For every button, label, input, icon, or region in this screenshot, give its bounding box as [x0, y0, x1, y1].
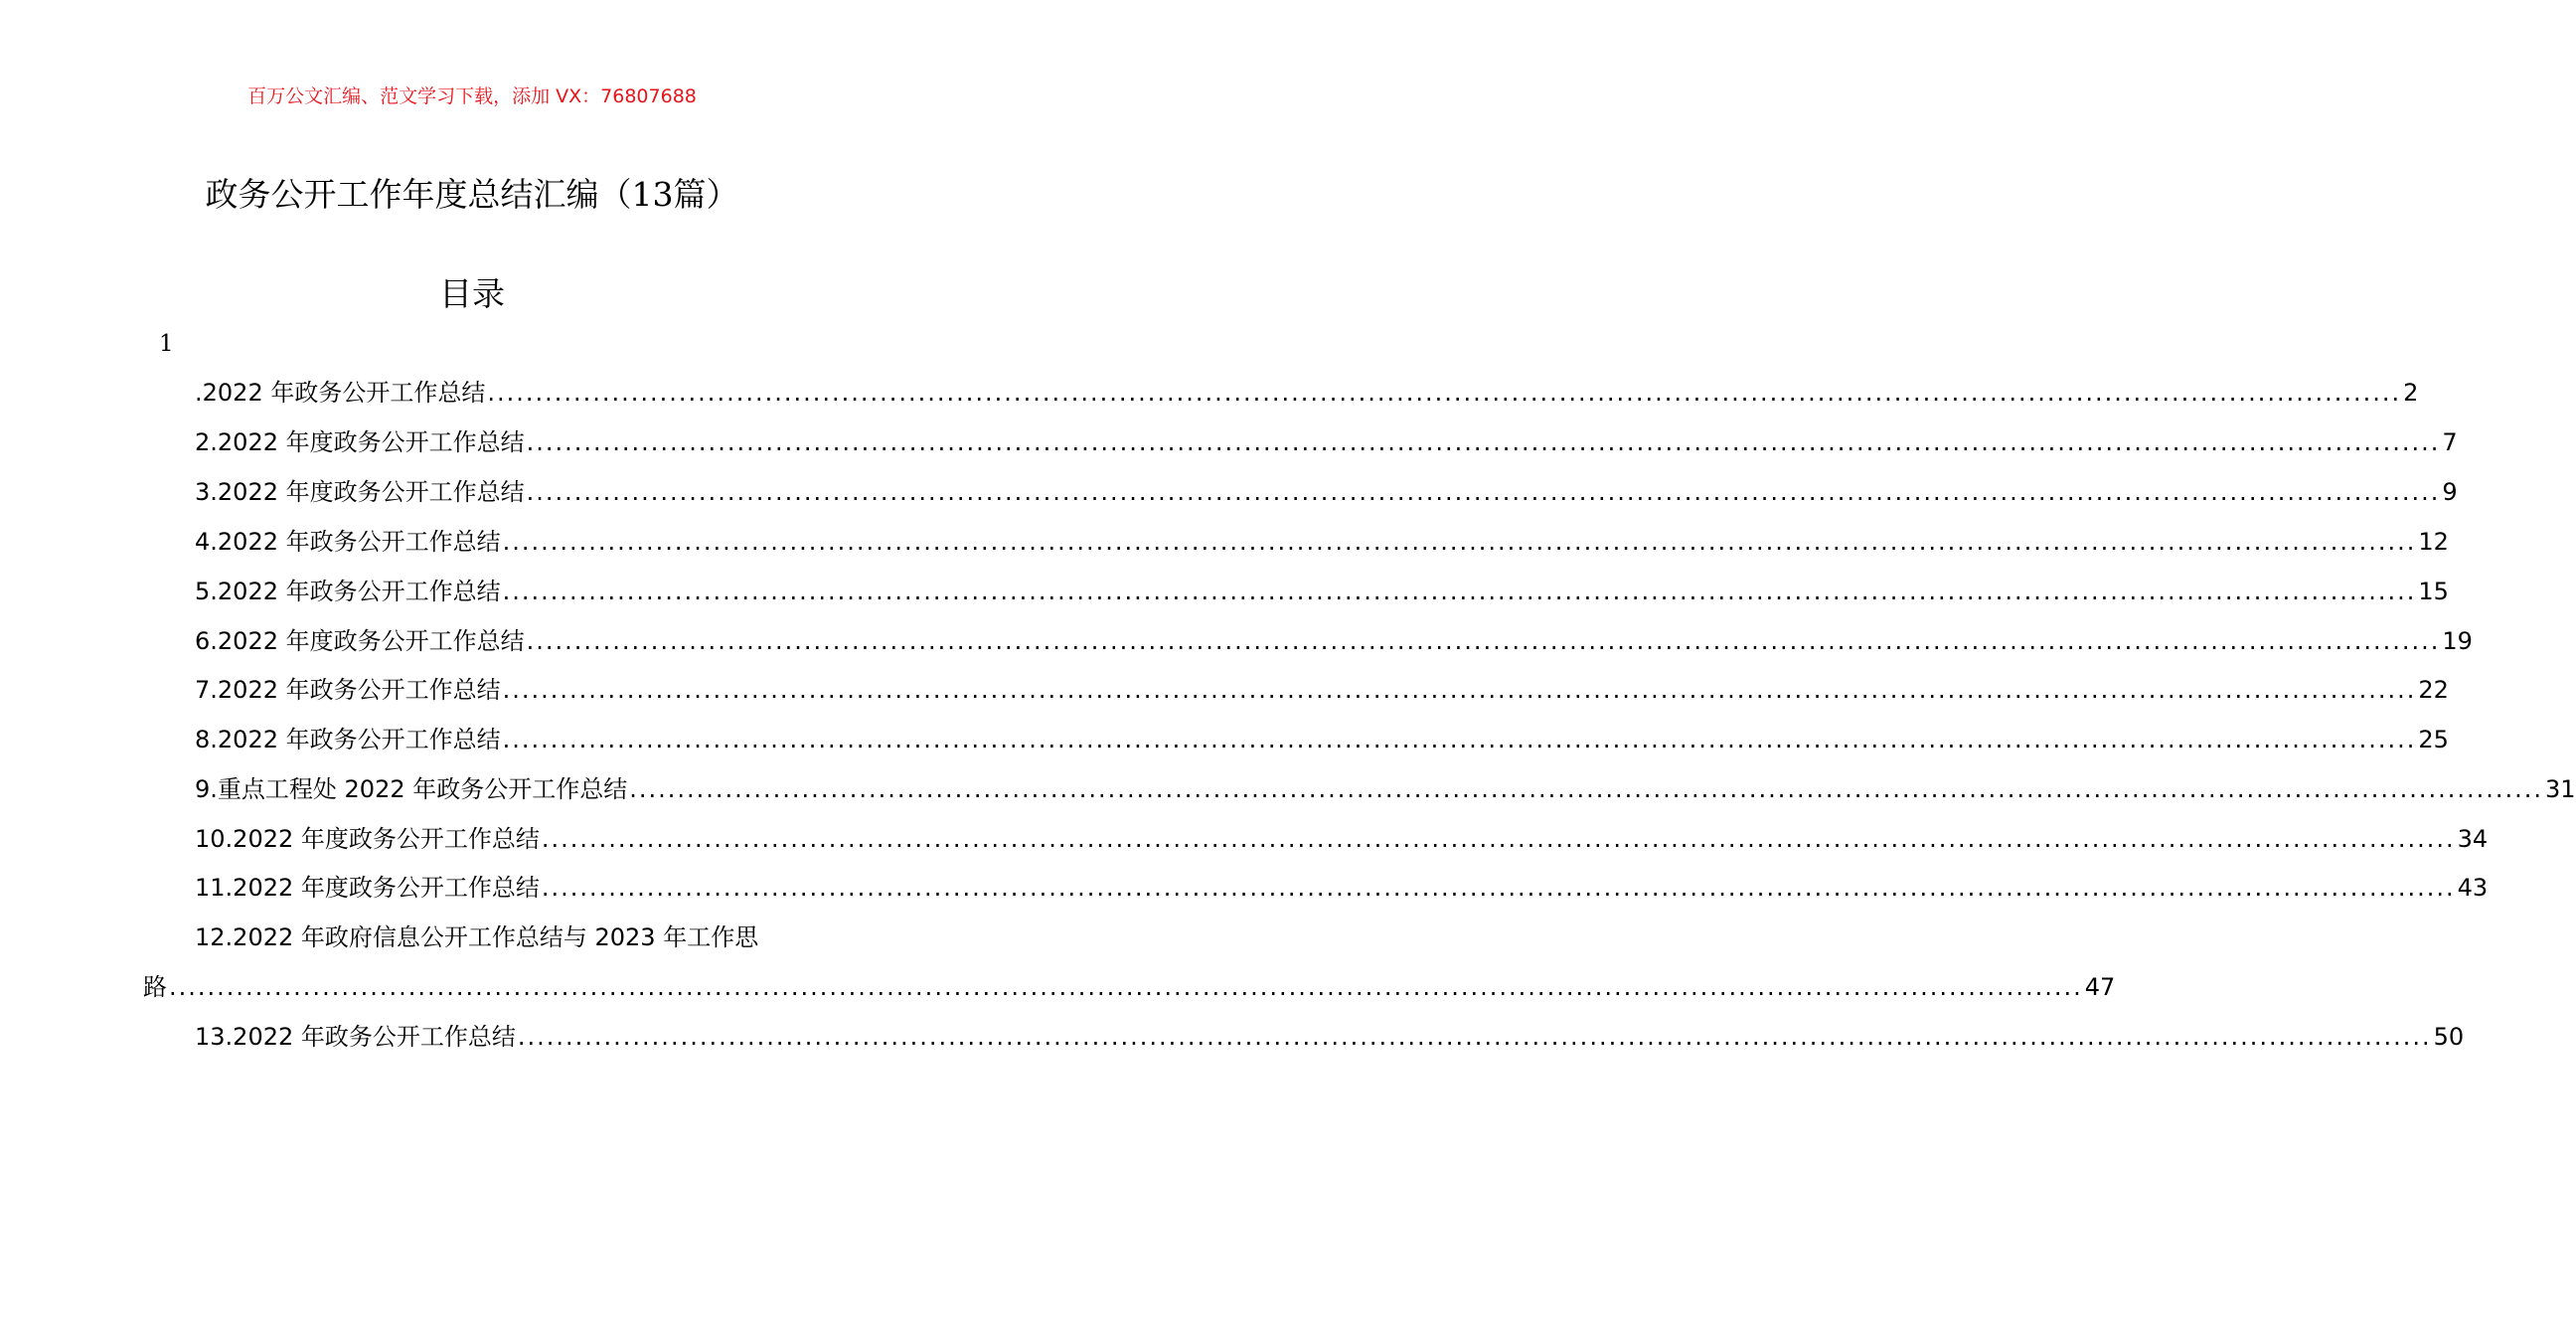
- toc-heading: 目录: [439, 274, 505, 313]
- toc-entry-13[interactable]: [195, 1017, 2465, 1057]
- toc-entry-label: .2022 年政务公开工作总结: [195, 379, 486, 407]
- toc-entry-page: 34: [2457, 825, 2489, 853]
- toc-entry-page: 15: [2418, 578, 2449, 605]
- toc-entry-2[interactable]: [195, 422, 2458, 462]
- dot-leader: ........................................................................................................................................................................................................: [526, 627, 2441, 655]
- toc-entry-label: 2.2022 年度政务公开工作总结: [195, 428, 525, 456]
- title-prefix: 政务公开工作年度总结汇编（: [205, 175, 632, 214]
- toc-entry-page: 31: [2545, 775, 2576, 803]
- toc-entry-label: 12.2022 年政府信息公开工作总结与 2023 年工作思: [195, 923, 759, 951]
- toc-entry-12[interactable]: [195, 918, 801, 957]
- toc-entry-8[interactable]: [195, 720, 2449, 759]
- toc-entry-page: 43: [2457, 874, 2489, 902]
- dot-leader: ........................................................................................................................................................................................................: [502, 726, 2417, 753]
- toc-entry-label: 9.重点工程处 2022 年政务公开工作总结: [195, 775, 628, 803]
- toc-entry-label: 3.2022 年度政务公开工作总结: [195, 478, 525, 506]
- title-suffix: 篇）: [673, 175, 739, 214]
- toc-entry-page: 7: [2442, 428, 2458, 456]
- toc-entry-9[interactable]: [195, 769, 2576, 809]
- toc-entry-label: 11.2022 年度政务公开工作总结: [195, 874, 540, 902]
- toc-entry-page: 2: [2403, 379, 2419, 407]
- toc-entry-label: 4.2022 年政务公开工作总结: [195, 528, 501, 556]
- toc-entry-3[interactable]: [195, 472, 2458, 512]
- toc-entry-12-continued[interactable]: [143, 967, 2116, 1007]
- dot-leader: ........................................................................................................................................................................................................: [526, 478, 2441, 506]
- stray-page-number: 1: [159, 331, 174, 357]
- dot-leader: ........................................................................................................................................................................................................: [487, 379, 2402, 407]
- toc-entry-7[interactable]: [195, 670, 2449, 710]
- toc-entry-label: 8.2022 年政务公开工作总结: [195, 726, 501, 753]
- toc-entry-page: 50: [2433, 1023, 2465, 1051]
- toc-entry-11[interactable]: [195, 868, 2489, 908]
- dot-leader: ........................................................................................................................................................................................................: [169, 973, 2083, 1001]
- dot-leader: ........................................................................................................................................................................................................: [502, 578, 2417, 605]
- dot-leader: ........................................................................................................................................................................................................: [517, 1023, 2432, 1051]
- toc-entry-label: 5.2022 年政务公开工作总结: [195, 578, 501, 605]
- toc-entry-page: 12: [2418, 528, 2449, 556]
- document-title: [0, 169, 944, 221]
- toc-entry-4[interactable]: [195, 522, 2449, 562]
- dot-leader: ........................................................................................................................................................................................................: [502, 676, 2417, 704]
- dot-leader: ........................................................................................................................................................................................................: [541, 825, 2456, 853]
- toc-entry-5[interactable]: [195, 572, 2449, 611]
- toc-entry-page: 22: [2418, 676, 2449, 704]
- toc-entry-6[interactable]: [195, 621, 2473, 661]
- toc-entry-page: 25: [2418, 726, 2449, 753]
- toc-entry-10[interactable]: [195, 819, 2489, 859]
- watermark-header: 百万公文汇编、范文学习下载，添加 VX：76807688: [247, 85, 697, 107]
- toc-entry-label-continued: 路: [143, 973, 167, 1001]
- toc-entry-label: 10.2022 年度政务公开工作总结: [195, 825, 540, 853]
- dot-leader: ........................................................................................................................................................................................................: [629, 775, 2544, 803]
- dot-leader: ........................................................................................................................................................................................................: [526, 428, 2441, 456]
- dot-leader: ........................................................................................................................................................................................................: [541, 874, 2456, 902]
- toc-entry-label: 13.2022 年政务公开工作总结: [195, 1023, 516, 1051]
- toc-entry-page: 9: [2442, 478, 2458, 506]
- toc-entry-label: 7.2022 年政务公开工作总结: [195, 676, 501, 704]
- toc-entry-1[interactable]: [195, 373, 2419, 413]
- dot-leader: ........................................................................................................................................................................................................: [502, 528, 2417, 556]
- toc-entry-page: 19: [2442, 627, 2473, 655]
- toc-entry-page: 47: [2084, 973, 2116, 1001]
- toc-entry-label: 6.2022 年度政务公开工作总结: [195, 627, 525, 655]
- title-number: 13: [631, 175, 674, 214]
